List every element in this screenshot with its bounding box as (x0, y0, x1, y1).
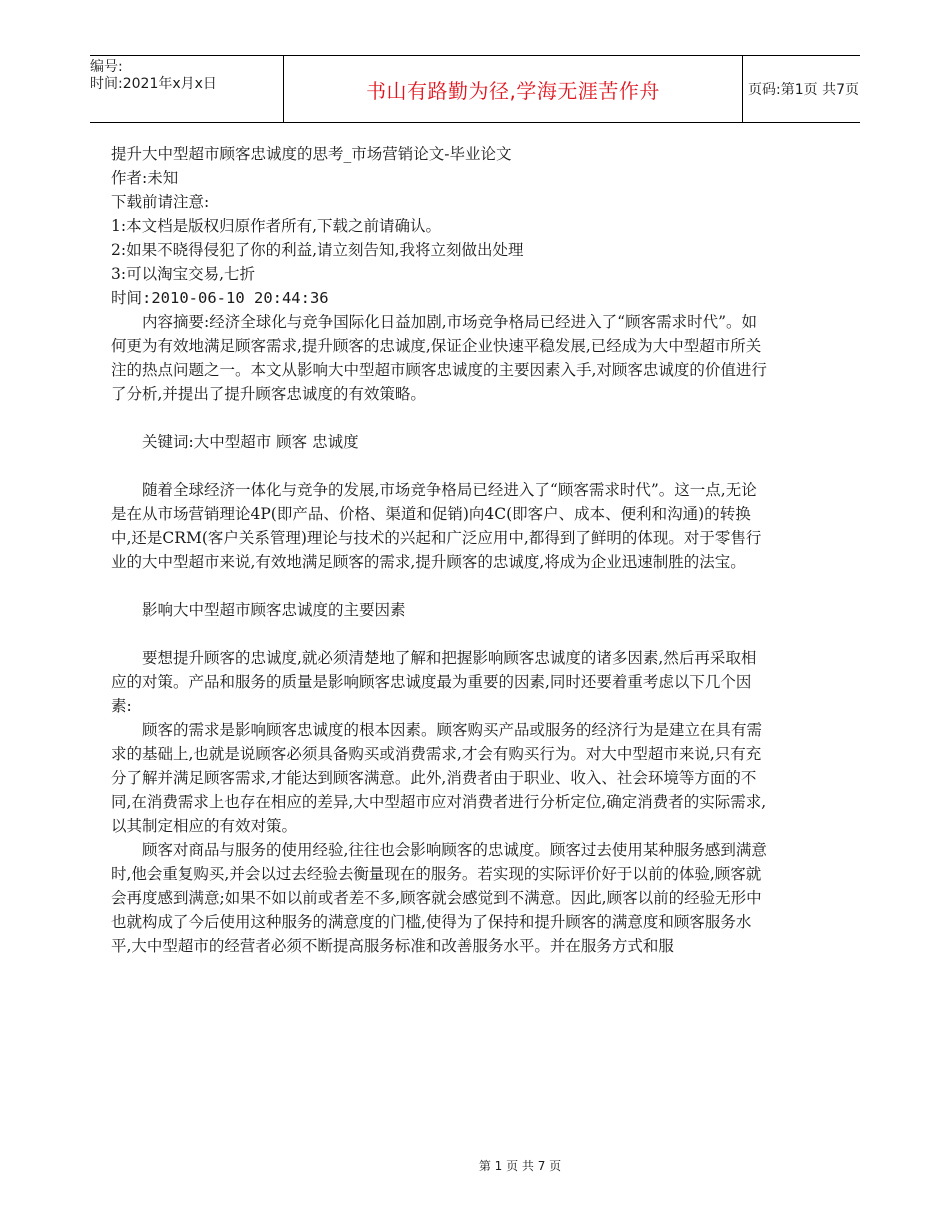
doc-author: 作者:未知 (111, 169, 179, 187)
spacer (111, 454, 771, 478)
header-meta (90, 56, 283, 122)
paragraph-needs: 顾客的需求是影响顾客忠诚度的根本因素。顾客购买产品或服务的经济行为是建立在具有需求的基础上,也就是说顾客必须具备购买或消费需求,才会有购买行为。对大中型超市来说,只有充分了解并满足顾客需求,才能达到顾客满意。此外,消费者由于职业、收入、社会环境等方面的不同,在消费需求上也存在相应的差异,大中型超市应对消费者进行分析定位,确定消费者的实际需求,以其制定相应的有效对策。 (111, 721, 767, 835)
header-motto-cell (283, 56, 743, 122)
notice-item-1: 1:本文档是版权归原作者所有,下载之前请确认。 (111, 217, 442, 235)
document-body (111, 142, 771, 958)
footer-page-info: 第 1 页 共 7 页 (478, 1159, 562, 1173)
notice-item-3: 3:可以淘宝交易,七折 (111, 265, 256, 283)
paragraph-factors: 要想提升顾客的忠诚度,就必须清楚地了解和把握影响顾客忠诚度的诸多因素,然后再采取相应的对策。产品和服务的质量是影响顾客忠诚度最为重要的因素,同时还要着重考虑以下几个因素: (111, 649, 757, 715)
number-label: 编号: (90, 59, 123, 75)
page-header (90, 55, 860, 123)
header-page-info (742, 56, 860, 122)
doc-title: 提升大中型超市顾客忠诚度的思考_市场营销论文-毕业论文 (111, 145, 512, 163)
spacer (111, 574, 771, 598)
notice-title: 下载前请注意: (111, 193, 210, 211)
doc-time: 时间:2010-06-10 20:44:36 (111, 289, 329, 307)
keywords: 关键词:大中型超市 顾客 忠诚度 (142, 433, 359, 451)
time-label: 时间:2021年x月x日 (90, 76, 217, 92)
paragraph-intro: 随着全球经济一体化与竞争的发展,市场竞争格局已经进入了“顾客需求时代”。这一点,无论是在从市场营销理论4P(即产品、价格、渠道和促销)向4C(即客户、成本、便利和沟通)的转换中,还是CRM(客户关系管理)理论与技术的兴起和广泛应用中,都得到了鲜明的体现。对于零售行业的大中型超市来说,有效地满足顾客的需求,提升顾客的忠诚度,将成为企业迅速制胜的法宝。 (111, 481, 762, 571)
section-heading: 影响大中型超市顾客忠诚度的主要因素 (142, 601, 406, 619)
spacer (111, 406, 771, 430)
page-info: 页码:第1页 共7页 (748, 82, 859, 98)
paragraph-experience: 顾客对商品与服务的使用经验,往往也会影响顾客的忠诚度。顾客过去使用某种服务感到满意时,他会重复购买,并会以过去经验去衡量现在的服务。若实现的实际评价好于以前的体验,顾客就会再度感到满意;如果不如以前或者差不多,顾客就会感觉到不满意。因此,顾客以前的经验无形中也就构成了今后使用这种服务的满意度的门槛,使得为了保持和提升顾客的满意度和顾客服务水平,大中型超市的经营者必须不断提高服务标准和改善服务水平。并在服务方式和服 (111, 841, 767, 955)
page-footer (0, 1157, 950, 1174)
spacer (111, 622, 771, 646)
abstract: 内容摘要:经济全球化与竞争国际化日益加剧,市场竞争格局已经进入了“顾客需求时代”。如何更为有效地满足顾客需求,提升顾客的忠诚度,保证企业快速平稳发展,已经成为大中型超市所关注的热点问题之一。本文从影响大中型超市顾客忠诚度的主要因素入手,对顾客忠诚度的价值进行了分析,并提出了提升顾客忠诚度的有效策略。 (111, 313, 767, 403)
notice-item-2: 2:如果不晓得侵犯了你的利益,请立刻告知,我将立刻做出处理 (111, 241, 524, 259)
motto: 书山有路勤为径,学海无涯苦作舟 (366, 78, 660, 103)
